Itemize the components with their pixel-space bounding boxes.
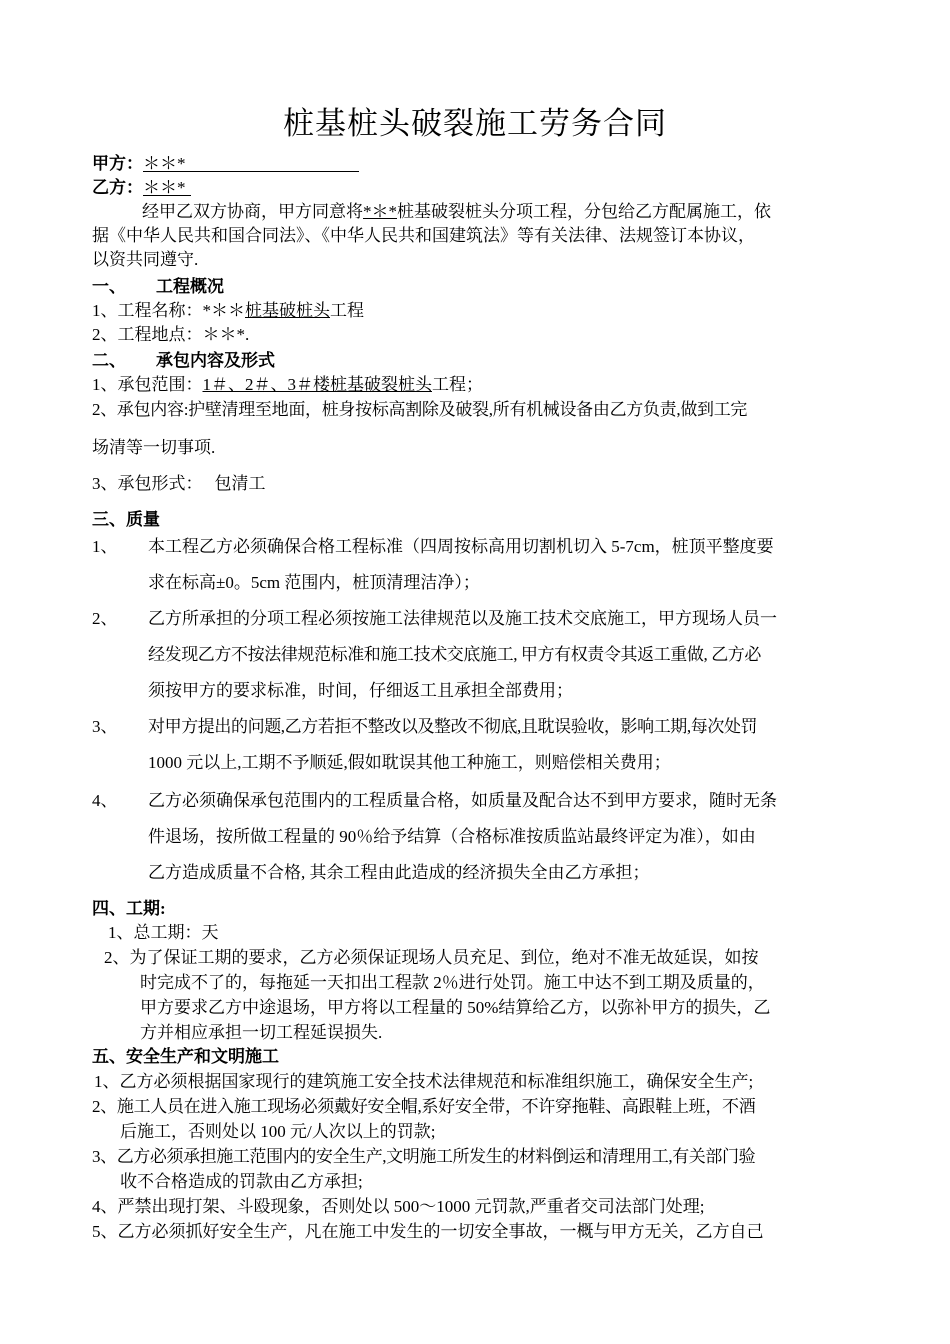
section-1-title: 工程概况 <box>156 277 224 296</box>
quality-item-1-line-1: 本工程乙方必须确保合格工程标准（四周按标高用切割机切入 5-7cm，桩顶平整度要 <box>148 537 774 556</box>
scope-suffix: 工程； <box>432 375 483 394</box>
schedule-item-2-line-1: 2、为了保证工期的要求，乙方必须保证现场人员充足、到位，绝对不准无故延误，如按 <box>104 948 759 967</box>
quality-item-1-line-2: 求在标高±0。5cm 范围内，桩顶清理洁净）； <box>148 573 480 592</box>
safety-item-4-line-1: 4、严禁出现打架、斗殴现象，否则处以 500～1000 元罚款,严重者交司法部门处理; <box>92 1197 705 1216</box>
section-1-number: 一、 <box>92 277 126 296</box>
quality-item-1-number: 1、 <box>92 537 118 556</box>
party-a-line <box>92 153 359 175</box>
section-2-heading <box>92 350 275 372</box>
safety-item-2-line-1: 2、施工人员在进入施工现场必须戴好安全帽,系好安全带，不许穿拖鞋、高跟鞋上班，不酒 <box>92 1097 756 1116</box>
party-b-field <box>143 177 191 196</box>
project-name-suffix: 工程 <box>330 301 364 320</box>
section-1-heading <box>92 276 224 298</box>
party-b-label: 乙方： <box>92 178 143 197</box>
quality-item-2-line-2: 经发现乙方不按法律规范标准和施工技术交底施工, 甲方有权责令其返工重做, 乙方必 <box>148 645 761 664</box>
contract-form-line <box>92 473 266 495</box>
quality-item-2-line-1: 乙方所承担的分项工程必须按施工法律规范以及施工技术交底施工，甲方现场人员一 <box>148 609 777 628</box>
intro-line-1 <box>142 201 771 223</box>
party-a-label: 甲方： <box>92 154 143 173</box>
scope-line <box>92 374 483 396</box>
quality-item-4-number: 4、 <box>92 791 118 810</box>
quality-item-4-line-1: 乙方必须确保承包范围内的工程质量合格，如质量及配合达不到甲方要求，随时无条 <box>148 791 777 810</box>
quality-item-3-line-2: 1000 元以上,工期不予顺延,假如耽误其他工种施工，则赔偿相关费用； <box>148 753 671 772</box>
project-name-line <box>92 300 364 322</box>
section-3-heading: 三、质量 <box>92 510 160 529</box>
project-location-line: 2、工程地点：＊＊*. <box>92 325 250 344</box>
intro-text-a: 经甲乙双方协商，甲方同意将 <box>142 202 363 221</box>
party-a-field <box>143 153 359 172</box>
document-title: 桩基桩头破裂施工劳务合同 <box>283 106 667 141</box>
project-name-prefix: 1、工程名称：*＊＊ <box>92 301 245 320</box>
section-2-title: 承包内容及形式 <box>156 351 275 370</box>
content-line-2: 场清等一切事项. <box>92 438 216 457</box>
quality-item-3-number: 3、 <box>92 717 118 736</box>
intro-text-b: 桩基破裂桩头分项工程，分包给乙方配属施工，依 <box>397 202 771 221</box>
party-a-value: ＊＊* <box>143 154 186 173</box>
quality-item-2-line-3: 须按甲方的要求标准，时间，仔细返工且承担全部费用； <box>148 681 573 700</box>
quality-item-2-number: 2、 <box>92 609 118 628</box>
contract-form-value: 包清工 <box>214 474 266 493</box>
quality-item-4-line-2: 件退场，按所做工程量的 90％给予结算（合格标准按质监站最终评定为准），如由 <box>148 827 756 846</box>
safety-item-2-line-2: 后施工，否则处以 100 元/人次以上的罚款; <box>120 1122 436 1141</box>
total-duration-line: 1、总工期：天 <box>108 923 219 942</box>
safety-item-3-line-1: 3、乙方必须承担施工范围内的安全生产,文明施工所发生的材料倒运和清理用工,有关部门验 <box>92 1147 756 1166</box>
safety-item-3-line-2: 收不合格造成的罚款由乙方承担; <box>120 1172 363 1191</box>
schedule-item-2-line-4: 方并相应承担一切工程延误损失. <box>140 1023 383 1042</box>
section-4-heading: 四、工期: <box>92 899 166 918</box>
schedule-item-2-line-3: 甲方要求乙方中途退场，甲方将以工程量的 50%结算给乙方，以弥补甲方的损失，乙 <box>140 998 771 1017</box>
safety-item-5-line-1: 5、乙方必须抓好安全生产，凡在施工中发生的一切安全事故，一概与甲方无关，乙方自己 <box>92 1222 764 1241</box>
intro-project-name: *＊* <box>363 202 397 221</box>
scope-prefix: 1、承包范围： <box>92 375 203 394</box>
safety-item-1-line-1: 1、乙方必须根据国家现行的建筑施工安全技术法律规范和标准组织施工，确保安全生产; <box>94 1072 754 1091</box>
content-line-1: 2、承包内容:护壁清理至地面，桩身按标高割除及破裂,所有机械设备由乙方负责,做到工完 <box>92 400 748 419</box>
scope-value: 1＃、2＃、3＃楼桩基破裂桩头 <box>202 375 432 394</box>
intro-line-2: 据《中华人民共和国合同法》、《中华人民共和国建筑法》等有关法律、法规签订本协议， <box>92 226 755 245</box>
section-2-number: 二、 <box>92 351 126 370</box>
quality-item-3-line-1: 对甲方提出的问题,乙方若拒不整改以及整改不彻底,且耽误验收，影响工期,每次处罚 <box>148 717 758 736</box>
intro-line-3: 以资共同遵守. <box>92 250 199 269</box>
party-b-value: ＊＊* <box>143 178 186 197</box>
quality-item-4-line-3: 乙方造成质量不合格, 其余工程由此造成的经济损失全由乙方承担； <box>148 863 650 882</box>
schedule-item-2-line-2: 时完成不了的，每拖延一天扣出工程款 2％进行处罚。施工中达不到工期及质量的， <box>140 973 765 992</box>
section-5-heading: 五、安全生产和文明施工 <box>92 1047 279 1066</box>
project-name-value: 桩基破桩头 <box>245 301 330 320</box>
contract-form-label: 3、承包形式： <box>92 474 203 493</box>
party-b-line <box>92 177 191 199</box>
